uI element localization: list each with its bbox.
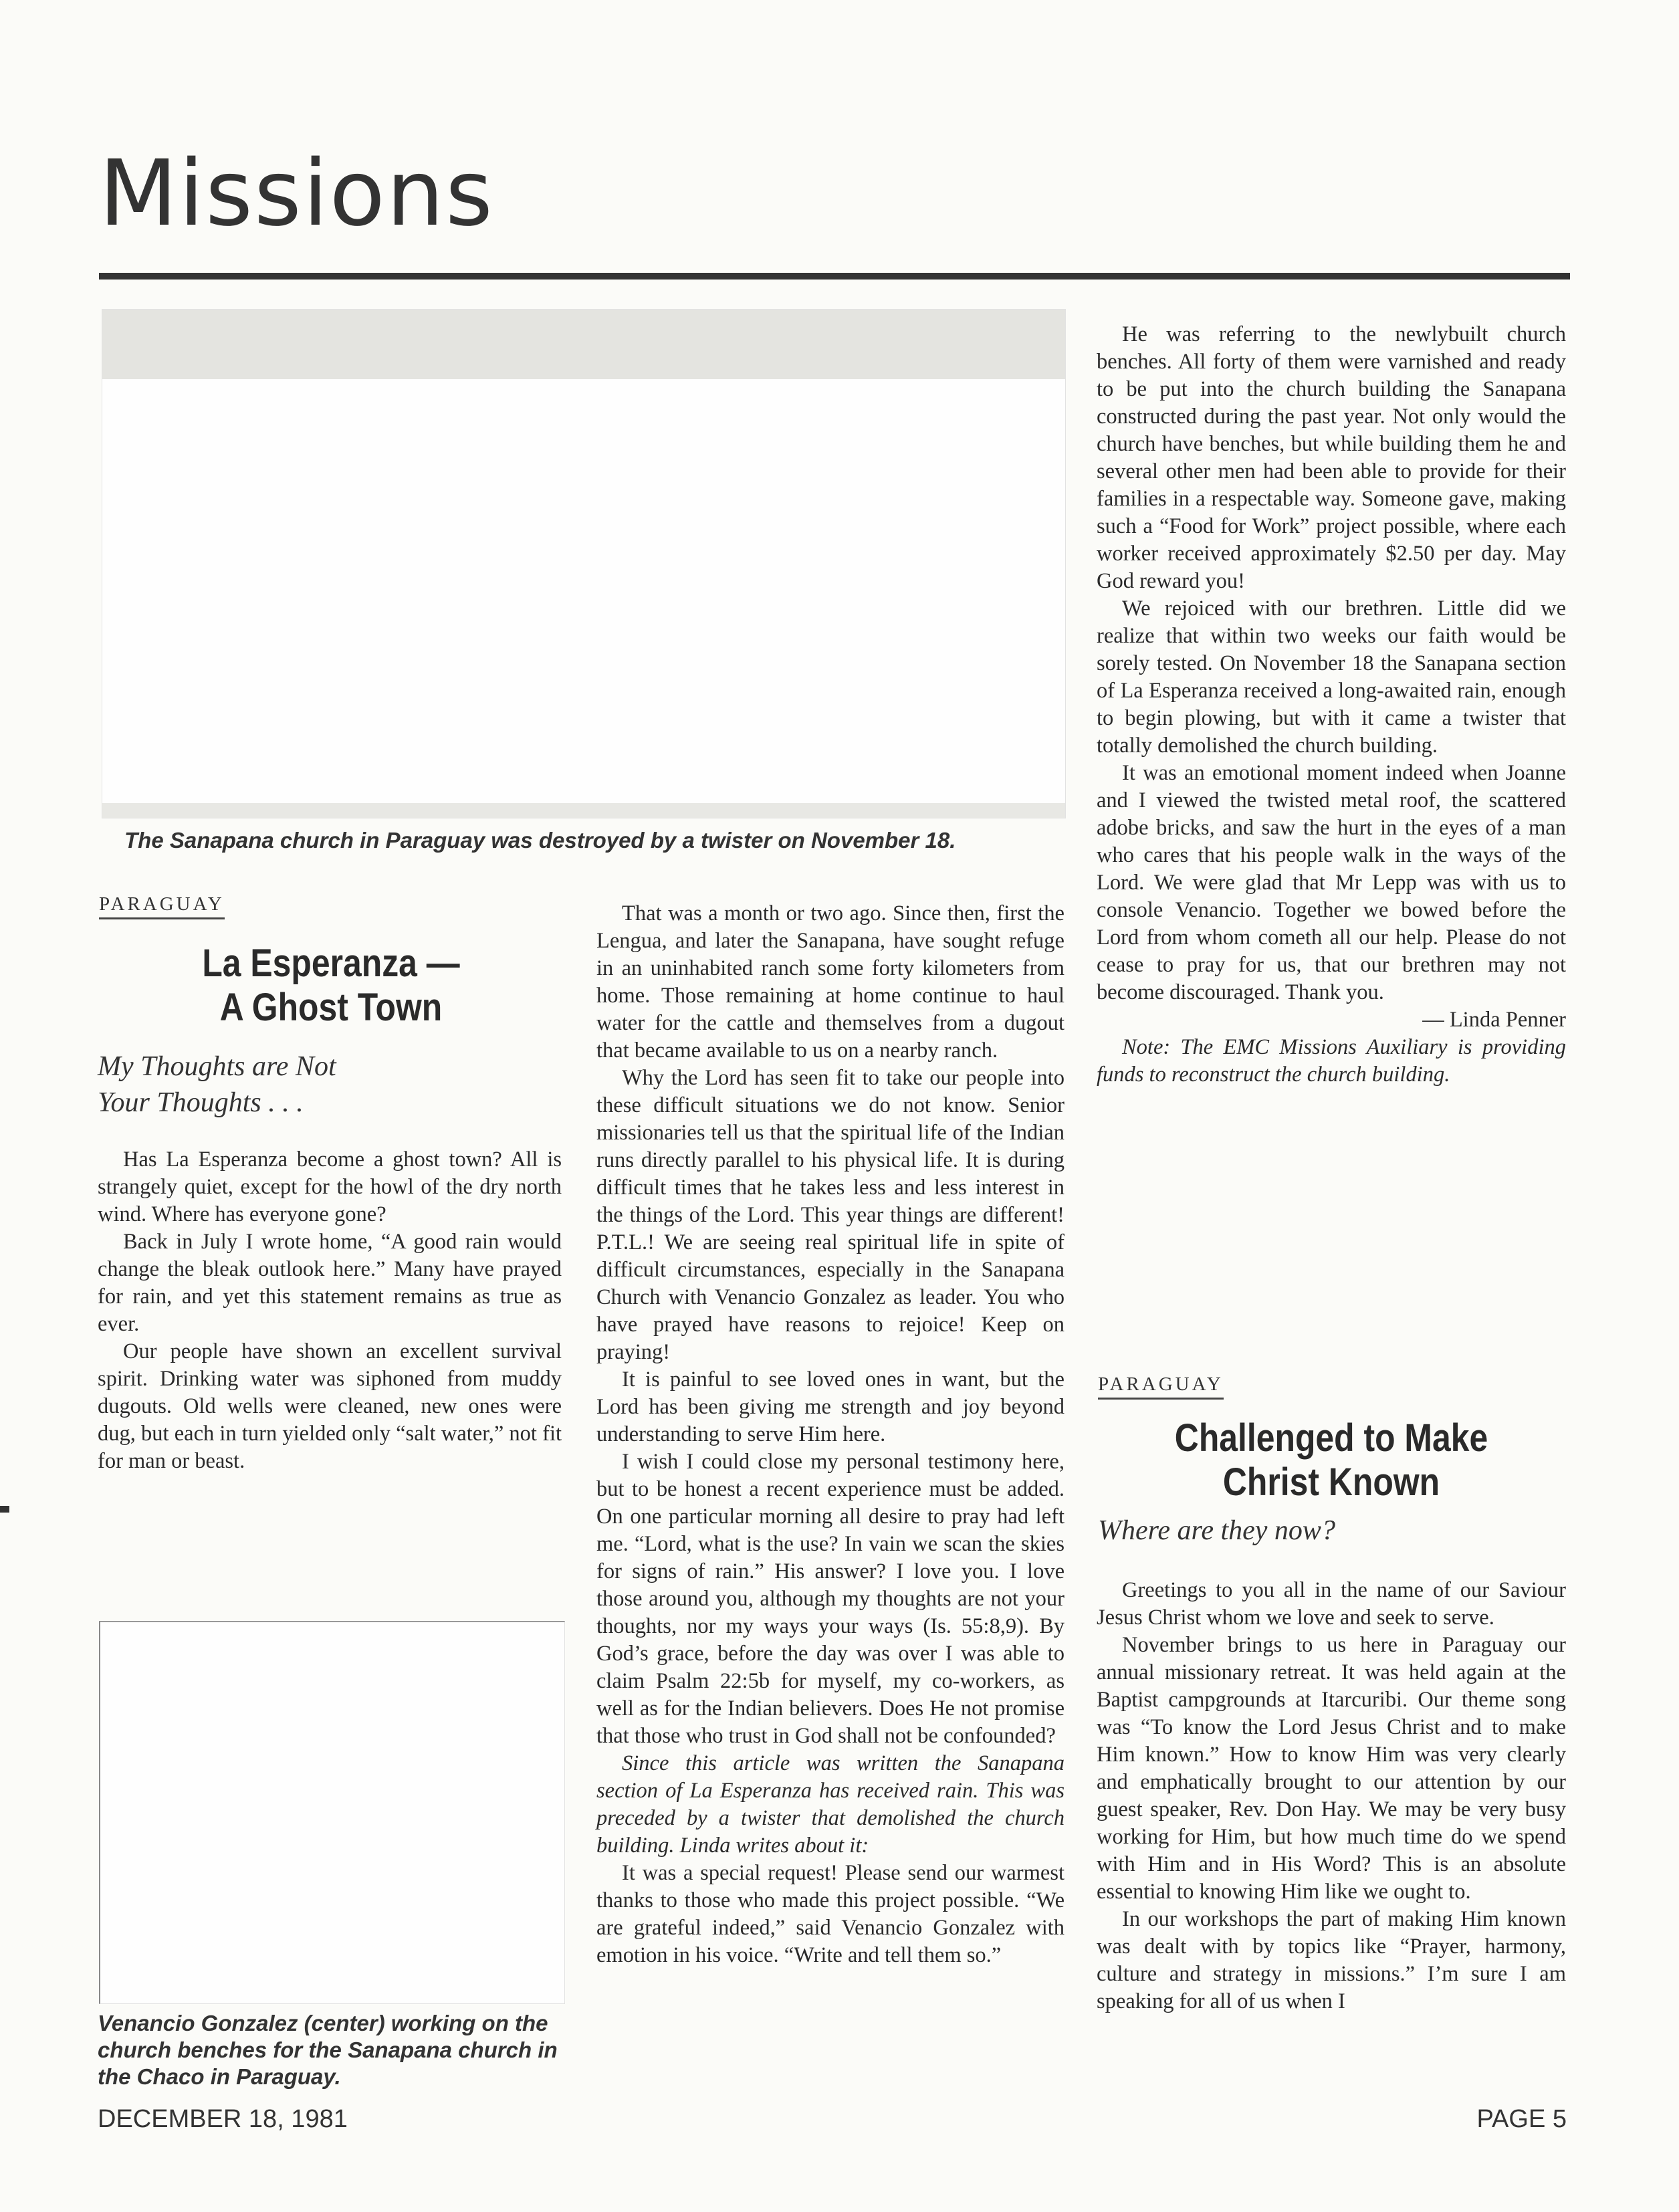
article2-paragraph: November brings to us here in Paraguay our annual missionary retreat. It was held again at the Baptist campgrounds at Itarcuribi. Our theme song was “To know the Lord Jesus Christ and to make Him known.” How to know Him was very clearly and emphatically brought to our attention by our guest speaker, Rev. Don Hay. We may be very busy working for Him, but how much time do we spend with Him and in His Word? This is an absolute essential to knowing Him like we ought to. (1097, 1633, 1566, 1904)
article2-title-line2: Christ Known (1222, 1460, 1440, 1504)
heading-rule (99, 273, 1570, 280)
footer-page-number: PAGE 5 (1476, 2105, 1567, 2133)
photo2-caption: Venancio Gonzalez (center) working on the church benches for the Sanapana church in the Chaco in Paraguay. (98, 2011, 558, 2089)
article2-paragraph: In our workshops the part of making Him known was dealt with by topics like “Prayer, harmony, culture and strategy in missions.” I’m sure I am speaking for all of us when I (1097, 1907, 1566, 2013)
article2-title-line1: Challenged to Make (1174, 1416, 1488, 1460)
photo1-caption: The Sanapana church in Paraguay was destroyed by a twister on November 18. (124, 828, 956, 853)
article1-paragraph: It was an emotional moment indeed when Joanne and I viewed the twisted metal roof, the scattered adobe bricks, and saw the hurt in the eyes of a man who cares that his people walk in the ways of the Lord. We were glad that Mr Lepp was with us to console Venancio. Together we bowed before the Lord from whom cometh all our help. Please do not cease to pray for us, that our brethren may not become discouraged. Thank you. (1097, 761, 1566, 1004)
article1-title (132, 942, 531, 1030)
article1-title-line2: A Ghost Town (219, 986, 443, 1029)
article1-column3 (1097, 321, 1566, 1089)
photo-bottom-band (102, 803, 1065, 818)
article1-paragraph: Why the Lord has seen fit to take our people into these difficult situations we do not know. Senior missionaries tell us that the spiritual life of the Indian runs directly parallel to his physical life. It is during difficult times that he takes less and less interest in the things of the Lord. This year things are different! P.T.L.! We are seeing real spiritual life in spite of difficult circumstances, especially in the Sanapana Church with Venancio Gonzalez as leader. You who have prayed have reasons to rejoice! Keep on praying! (596, 1066, 1065, 1364)
article1-note: Note: The EMC Missions Auxiliary is providing funds to reconstruct the church building. (1097, 1035, 1566, 1087)
article1-subtitle-line2: Your Thoughts . . . (98, 1087, 304, 1118)
church-destroyed-photo (102, 309, 1066, 818)
article1-editor-note: Since this article was written the Sanapana section of La Esperanza has received rain. This was preceded by a twister that demolished the church building. Linda writes about it: (596, 1751, 1065, 1858)
article2-kicker-wrap (1098, 1375, 1224, 1394)
article2-column (1097, 1577, 1566, 2015)
article1-paragraph: We rejoiced with our brethren. Little did we realize that within two weeks our faith would be sorely tested. On November 18 the Sanapana section of La Esperanza received a long-awaited rain, enough to begin plowing, but with it came a twister that totally demolished the church building. (1097, 596, 1566, 758)
article2-subtitle: Where are they now? (1098, 1515, 1335, 1546)
article1-paragraph: Back in July I wrote home, “A good rain would change the bleak outlook here.” Many have prayed for rain, and yet this statement remains as true as ever. (98, 1230, 562, 1336)
article1-paragraph: He was referring to the newlybuilt church benches. All forty of them were varnished and ready to be put into the church building the Sanapana constructed during the past year. Not only would the church have benches, but while building them he and several other men had been able to provide for their families in a respectable way. Someone gave, making such a “Food for Work” project possible, where each worker received approximately $2.50 per day. May God reward you! (1097, 322, 1566, 593)
article1-subtitle (98, 1048, 562, 1121)
article1-column2 (596, 900, 1065, 1969)
footer-date: DECEMBER 18, 1981 (98, 2105, 348, 2133)
article1-subtitle-line1: My Thoughts are Not (98, 1051, 336, 1082)
article2-kicker: PARAGUAY (1098, 1373, 1224, 1400)
article1-signature: — Linda Penner (1422, 1008, 1566, 1032)
section-heading: Missions (99, 141, 494, 247)
article1-kicker: PARAGUAY (99, 893, 225, 919)
article1-title-line1: La Esperanza — (202, 942, 460, 985)
article1-paragraph: Our people have shown an excellent survival spirit. Drinking water was siphoned from muddy dugouts. Old wells were cleaned, new ones were dug, but each in turn yielded only “salt water,” not fit for man or beast. (98, 1339, 562, 1473)
scan-mark (0, 1506, 9, 1513)
article1-paragraph: Has La Esperanza become a ghost town? All is strangely quiet, except for the howl of the dry north wind. Where has everyone gone? (98, 1147, 562, 1226)
article1-kicker-wrap (99, 895, 225, 914)
article1-column1 (98, 1146, 562, 1475)
article1-paragraph: I wish I could close my personal testimony here, but to be honest a recent experience must be added. On one particular morning all desire to pray had left me. “Lord, what is the use? In vain we scan the skies for signs of rain.” His answer? I love you. I love those around you, although my thoughts are not your thoughts, nor my ways your ways (Is. 55:8,9). By God’s grace, before the day was over I was able to claim Psalm 22:5b for myself, my co-workers, as well as for the Indian believers. Does He not promise that those who trust in God shall not be confounded? (596, 1450, 1065, 1748)
article2-paragraph: Greetings to you all in the name of our Saviour Jesus Christ whom we love and seek to serve. (1097, 1578, 1566, 1630)
article1-paragraph: That was a month or two ago. Since then, first the Lengua, and later the Sanapana, have sought refuge in an uninhabited ranch some forty kilometers from home. Those remaining at home continue to haul water for the cattle and themselves from a dugout that became available to us on a nearby ranch. (596, 901, 1065, 1063)
article1-paragraph: It was a special request! Please send our warmest thanks to those who made this project possible. “We are grateful indeed,” said Venancio Gonzalez with emotion in his voice. “Write and tell them so.” (596, 1861, 1065, 1967)
benches-photo (99, 1621, 565, 2004)
article1-paragraph: It is painful to see loved ones in want, but the Lord has been giving me strength and joy beyond understanding to serve Him here. (596, 1367, 1065, 1446)
photo-top-band (102, 310, 1065, 379)
article2-title (1129, 1416, 1533, 1505)
